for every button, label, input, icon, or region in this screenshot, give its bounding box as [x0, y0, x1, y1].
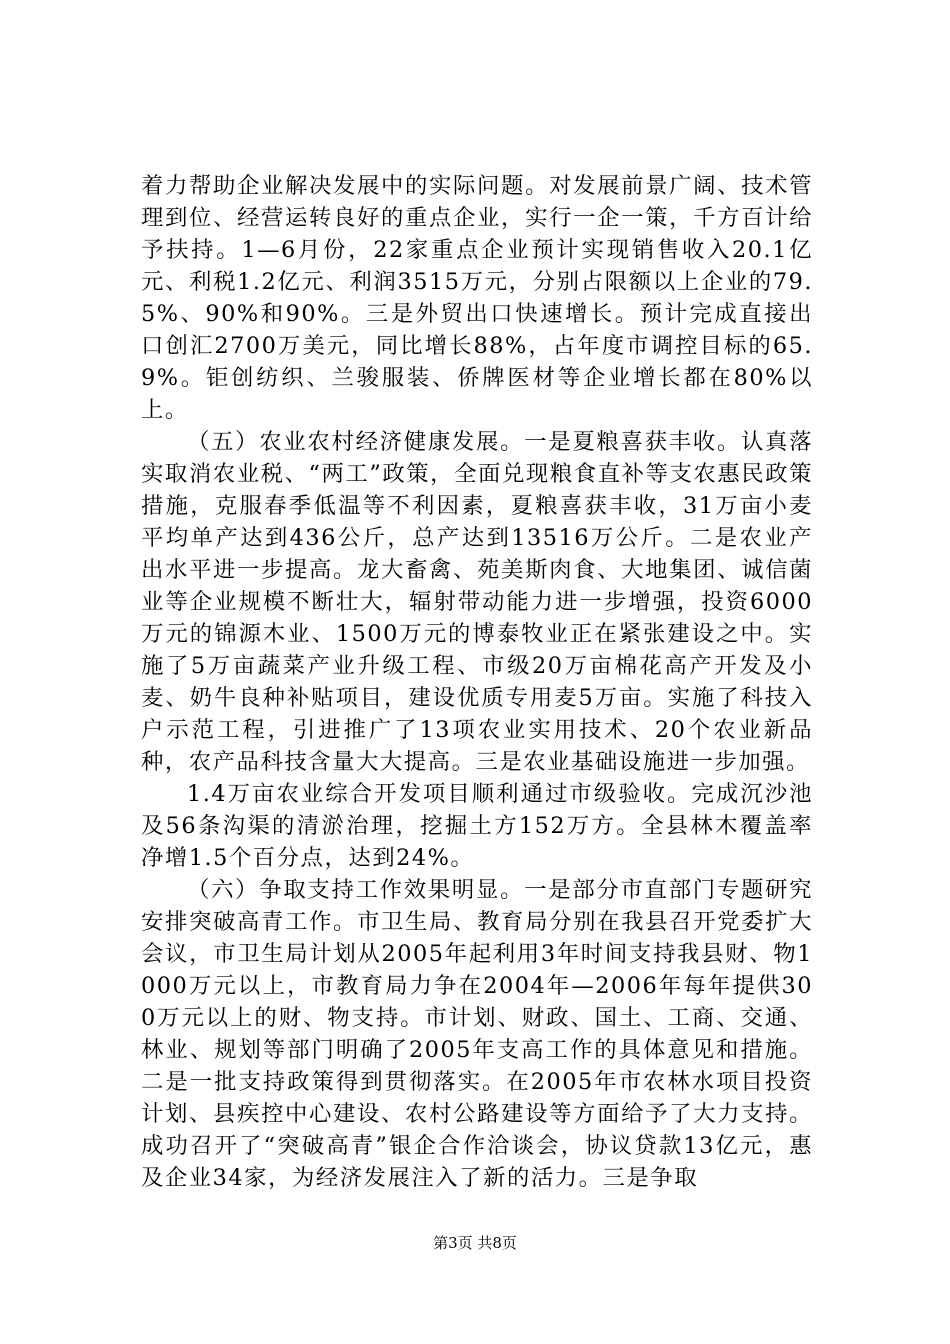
page-footer: 第3页 共8页 — [433, 1234, 517, 1252]
body-text — [141, 170, 813, 1194]
paragraph-2: （五）农业农村经济健康发展。一是夏粮喜获丰收。认真落实取消农业税、“两工”政策，全面兑现粮食直补等支农惠民政策措施，克服春季低温等不利因素，夏粮喜获丰收，31万亩小麦平均单产达到436公斤，总产达到13516万公斤。二是农业产出水平进一步提高。龙大畜禽、苑美斯肉食、大地集团、诚信菌业等企业规模不断壮大，辐射带动能力进一步增强，投资6000万元的锦源木业、1500万元的博泰牧业正在紧张建设之中。实施了5万亩蔬菜产业升级工程、市级20万亩棉花高产开发及小麦、奶牛良种补贴项目，建设优质专用麦5万亩。实施了科技入户示范工程，引进推广了13项农业实用技术、20个农业新品种，农产品科技含量大大提高。三是农业基础设施进一步加强。 — [141, 429, 813, 775]
paragraph-3: 1.4万亩农业综合开发项目顺利通过市级验收。完成沉沙池及56条沟渠的清淤治理，挖掘土方152万方。全县林木覆盖率净增1.5个百分点，达到24%。 — [141, 781, 813, 871]
paragraph-4: （六）争取支持工作效果明显。一是部分市直部门专题研究安排突破高青工作。市卫生局、教育局分别在我县召开党委扩大会议，市卫生局计划从2005年起利用3年时间支持我县财、物1000万元以上，市教育局力争在2004年—2006年每年提供300万元以上的财、物支持。市计划、财政、国土、工商、交通、林业、规划等部门明确了2005年支高工作的具体意见和措施。二是一批支持政策得到贯彻落实。在2005年市农林水项目投资计划、县疾控中心建设、农村公路建设等方面给予了大力支持。成功召开了“突破高青”银企合作洽谈会，协议贷款13亿元，惠及企业34家，为经济发展注入了新的活力。三是争取 — [141, 877, 813, 1191]
paragraph-1: 着力帮助企业解决发展中的实际问题。对发展前景广阔、技术管理到位、经营运转良好的重点企业，实行一企一策，千方百计给予扶持。1—6月份，22家重点企业预计实现销售收入20.1亿元、利税1.2亿元、利润3515万元，分别占限额以上企业的79.5%、90%和90%。三是外贸出口快速增长。预计完成直接出口创汇2700万美元，同比增长88%，占年度市调控目标的65.9%。钜创纺织、兰骏服装、侨牌医材等企业增长都在80%以上。 — [141, 173, 813, 423]
